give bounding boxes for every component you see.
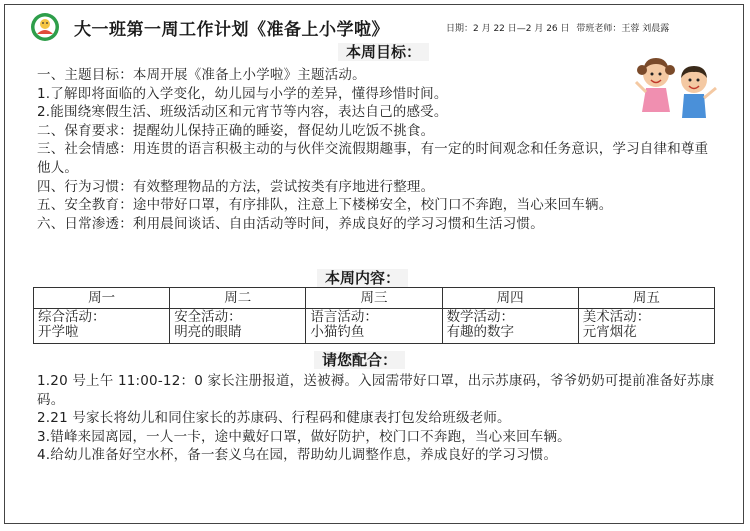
goals-text <box>37 66 709 233</box>
page-title: 大一班第一周工作计划《准备上小学啦》 <box>74 20 389 40</box>
activity-name: 元宵烟花 <box>582 324 637 340</box>
activity-type: 综合活动： <box>38 309 106 325</box>
activity-type: 美术活动： <box>582 309 651 325</box>
notes-text <box>37 372 717 465</box>
goal-line: 三、社会情感：用连贯的语言积极主动的与伙伴交流假期趣事，有一定的时间观念和任务意识，学习自律和尊重他人。 <box>37 141 709 176</box>
header <box>30 12 730 42</box>
activity-cell <box>306 309 442 344</box>
note-line: 1.20 号上午 11:00-12：0 家长注册报道，送被褥。入园需带好口罩，出示苏康码，爷爷奶奶可提前准备好苏康码。 <box>37 373 715 408</box>
day-header: 周二 <box>170 288 306 309</box>
content-heading: 本周内容： <box>317 269 408 287</box>
note-line: 2.21 号家长将幼儿和同住家长的苏康码、行程码和健康表打包发给班级老师。 <box>37 410 511 427</box>
activity-type: 数学活动： <box>446 309 515 325</box>
school-logo-icon <box>30 12 60 42</box>
activity-name: 开学啦 <box>38 324 79 340</box>
table-row <box>34 309 715 344</box>
day-header: 周一 <box>34 288 170 309</box>
weekly-content-table <box>33 287 715 344</box>
note-line: 3.错峰来园离园，一人一卡，途中戴好口罩，做好防护，校门口不奔跑，当心来回车辆。 <box>37 428 571 445</box>
meta-info <box>446 21 673 34</box>
activity-cell <box>34 309 170 344</box>
goals-heading: 本周目标： <box>338 43 429 61</box>
note-line: 4.给幼儿准备好空水杯，备一套义乌在园，帮助幼儿调整作息，养成良好的学习习惯。 <box>37 447 558 464</box>
teachers: 带班老师：王蓉 刘晨露 <box>576 24 670 34</box>
goal-line: 1.了解即将面临的入学变化，幼儿园与小学的差异，懂得珍惜时间。 <box>37 85 448 102</box>
day-header: 周五 <box>578 288 714 309</box>
activity-cell <box>442 309 578 344</box>
activity-name: 小猫钓鱼 <box>310 324 365 340</box>
notes-heading: 请您配合： <box>314 351 405 369</box>
goal-line: 一、主题目标：本周开展《准备上小学啦》主题活动。 <box>37 67 366 83</box>
goal-line: 六、日常渗透：利用晨间谈话、自由活动等时间，养成良好的学习习惯和生活习惯。 <box>37 215 544 232</box>
activity-name: 有趣的数字 <box>446 324 515 340</box>
activity-name: 明亮的眼睛 <box>174 324 242 340</box>
day-header: 周三 <box>306 288 442 309</box>
activity-cell <box>578 309 714 344</box>
table-header-row <box>34 288 715 309</box>
goal-line: 五、安全教育：途中带好口罩，有序排队，注意上下楼梯安全，校门口不奔跑，当心来回车辆。 <box>37 197 613 214</box>
day-header: 周四 <box>442 288 578 309</box>
goal-line: 2.能围绕寒假生活、班级活动区和元宵节等内容，表达自己的感受。 <box>37 104 448 121</box>
date-range: 日期：2 月 22 日—2 月 26 日 <box>446 24 570 34</box>
activity-type: 安全活动： <box>174 309 242 325</box>
goal-line: 四、行为习惯：有效整理物品的方法，尝试按类有序地进行整理。 <box>37 178 435 195</box>
activity-type: 语言活动： <box>310 309 378 325</box>
activity-cell <box>170 309 306 344</box>
goal-line: 二、保育要求：提醒幼儿保持正确的睡姿，督促幼儿吃饭不挑食。 <box>37 122 435 139</box>
